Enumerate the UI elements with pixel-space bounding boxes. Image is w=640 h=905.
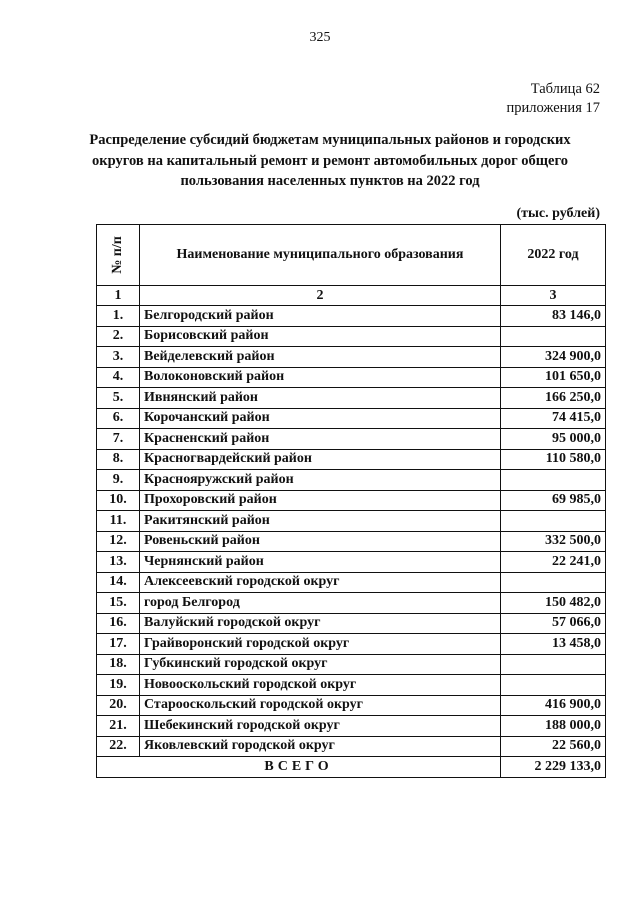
table-row (97, 675, 606, 696)
subsidy-amount (501, 572, 606, 593)
table-row (97, 470, 606, 491)
subsidy-amount: 188 000,0 (501, 716, 606, 737)
row-number: 12. (97, 531, 140, 552)
table-row (97, 613, 606, 634)
row-number: 10. (97, 490, 140, 511)
subsidy-amount: 166 250,0 (501, 388, 606, 409)
row-number: 5. (97, 388, 140, 409)
table-row (97, 654, 606, 675)
subsidy-amount: 95 000,0 (501, 429, 606, 450)
header-num: № п/п (110, 236, 125, 274)
row-number: 6. (97, 408, 140, 429)
row-number: 8. (97, 449, 140, 470)
column-number: 2 (140, 286, 501, 306)
municipality-name: Губкинский городской округ (140, 654, 501, 675)
subsidy-amount (501, 511, 606, 532)
municipality-name: Вейделевский район (140, 347, 501, 368)
table-row (97, 736, 606, 757)
municipality-name: Ивнянский район (140, 388, 501, 409)
row-number: 9. (97, 470, 140, 491)
municipality-name: Ракитянский район (140, 511, 501, 532)
municipality-name: Волоконовский район (140, 367, 501, 388)
municipality-name: Краснояружский район (140, 470, 501, 491)
row-number: 15. (97, 593, 140, 614)
subsidy-amount: 74 415,0 (501, 408, 606, 429)
table-row (97, 449, 606, 470)
subsidy-amount (501, 675, 606, 696)
table-row (97, 695, 606, 716)
subsidy-amount: 332 500,0 (501, 531, 606, 552)
header-num-cell (97, 225, 140, 286)
appendix-label: приложения 17 (506, 100, 600, 116)
row-number: 7. (97, 429, 140, 450)
table-row (97, 347, 606, 368)
table-reference (507, 80, 600, 118)
row-number: 2. (97, 326, 140, 347)
row-number: 4. (97, 367, 140, 388)
subsidy-amount: 83 146,0 (501, 306, 606, 327)
municipality-name: Яковлевский городской округ (140, 736, 501, 757)
table-label: Таблица 62 (530, 81, 600, 97)
municipality-name: Корочанский район (140, 408, 501, 429)
table-row (97, 531, 606, 552)
total-row (97, 757, 606, 778)
table-row (97, 511, 606, 532)
subsidy-amount: 13 458,0 (501, 634, 606, 655)
row-number: 22. (97, 736, 140, 757)
table-row (97, 716, 606, 737)
municipality-name: Прохоровский район (140, 490, 501, 511)
subsidy-amount: 150 482,0 (501, 593, 606, 614)
table-row (97, 634, 606, 655)
column-numbers-row (97, 286, 606, 306)
subsidy-amount (501, 654, 606, 675)
row-number: 21. (97, 716, 140, 737)
column-number: 3 (501, 286, 606, 306)
subsidy-table (96, 224, 606, 778)
page-number: 325 (309, 30, 331, 45)
table-row (97, 429, 606, 450)
municipality-name: Чернянский район (140, 552, 501, 573)
total-amount: 2 229 133,0 (501, 757, 606, 778)
table-row (97, 326, 606, 347)
table-row (97, 552, 606, 573)
subsidy-amount (501, 326, 606, 347)
row-number: 20. (97, 695, 140, 716)
row-number: 11. (97, 511, 140, 532)
municipality-name: Грайворонский городской округ (140, 634, 501, 655)
row-number: 14. (97, 572, 140, 593)
document-title: Распределение субсидий бюджетам муниципальных районов и городских округов на капитальный ремонт и ремонт автомобильных дорог общего пользования населенных пунктов на 2022 год (89, 132, 571, 189)
row-number: 17. (97, 634, 140, 655)
row-number: 3. (97, 347, 140, 368)
subsidy-amount: 57 066,0 (501, 613, 606, 634)
table-row (97, 408, 606, 429)
row-number: 13. (97, 552, 140, 573)
table-row (97, 367, 606, 388)
subsidy-amount: 416 900,0 (501, 695, 606, 716)
header-name: Наименование муниципального образования (140, 225, 501, 286)
municipality-name: Красненский район (140, 429, 501, 450)
subsidy-amount: 324 900,0 (501, 347, 606, 368)
subsidy-amount: 22 560,0 (501, 736, 606, 757)
municipality-name: Белгородский район (140, 306, 501, 327)
municipality-name: город Белгород (140, 593, 501, 614)
table-row (97, 572, 606, 593)
municipality-name: Красногвардейский район (140, 449, 501, 470)
subsidy-amount: 110 580,0 (501, 449, 606, 470)
municipality-name: Борисовский район (140, 326, 501, 347)
header-year: 2022 год (501, 225, 606, 286)
subsidy-amount (501, 470, 606, 491)
row-number: 19. (97, 675, 140, 696)
municipality-name: Новооскольский городской округ (140, 675, 501, 696)
municipality-name: Ровеньский район (140, 531, 501, 552)
row-number: 1. (97, 306, 140, 327)
table-row (97, 593, 606, 614)
subsidy-amount: 101 650,0 (501, 367, 606, 388)
municipality-name: Шебекинский городской округ (140, 716, 501, 737)
row-number: 16. (97, 613, 140, 634)
table-row (97, 306, 606, 327)
table-row (97, 388, 606, 409)
municipality-name: Валуйский городской округ (140, 613, 501, 634)
subsidy-amount: 22 241,0 (501, 552, 606, 573)
municipality-name: Алексеевский городской округ (140, 572, 501, 593)
column-number: 1 (97, 286, 140, 306)
header-row (97, 225, 606, 286)
row-number: 18. (97, 654, 140, 675)
municipality-name: Старооскольский городской округ (140, 695, 501, 716)
subsidy-amount: 69 985,0 (501, 490, 606, 511)
units-label: (тыс. рублей) (516, 206, 600, 221)
table-row (97, 490, 606, 511)
total-label: ВСЕГО (97, 757, 501, 778)
